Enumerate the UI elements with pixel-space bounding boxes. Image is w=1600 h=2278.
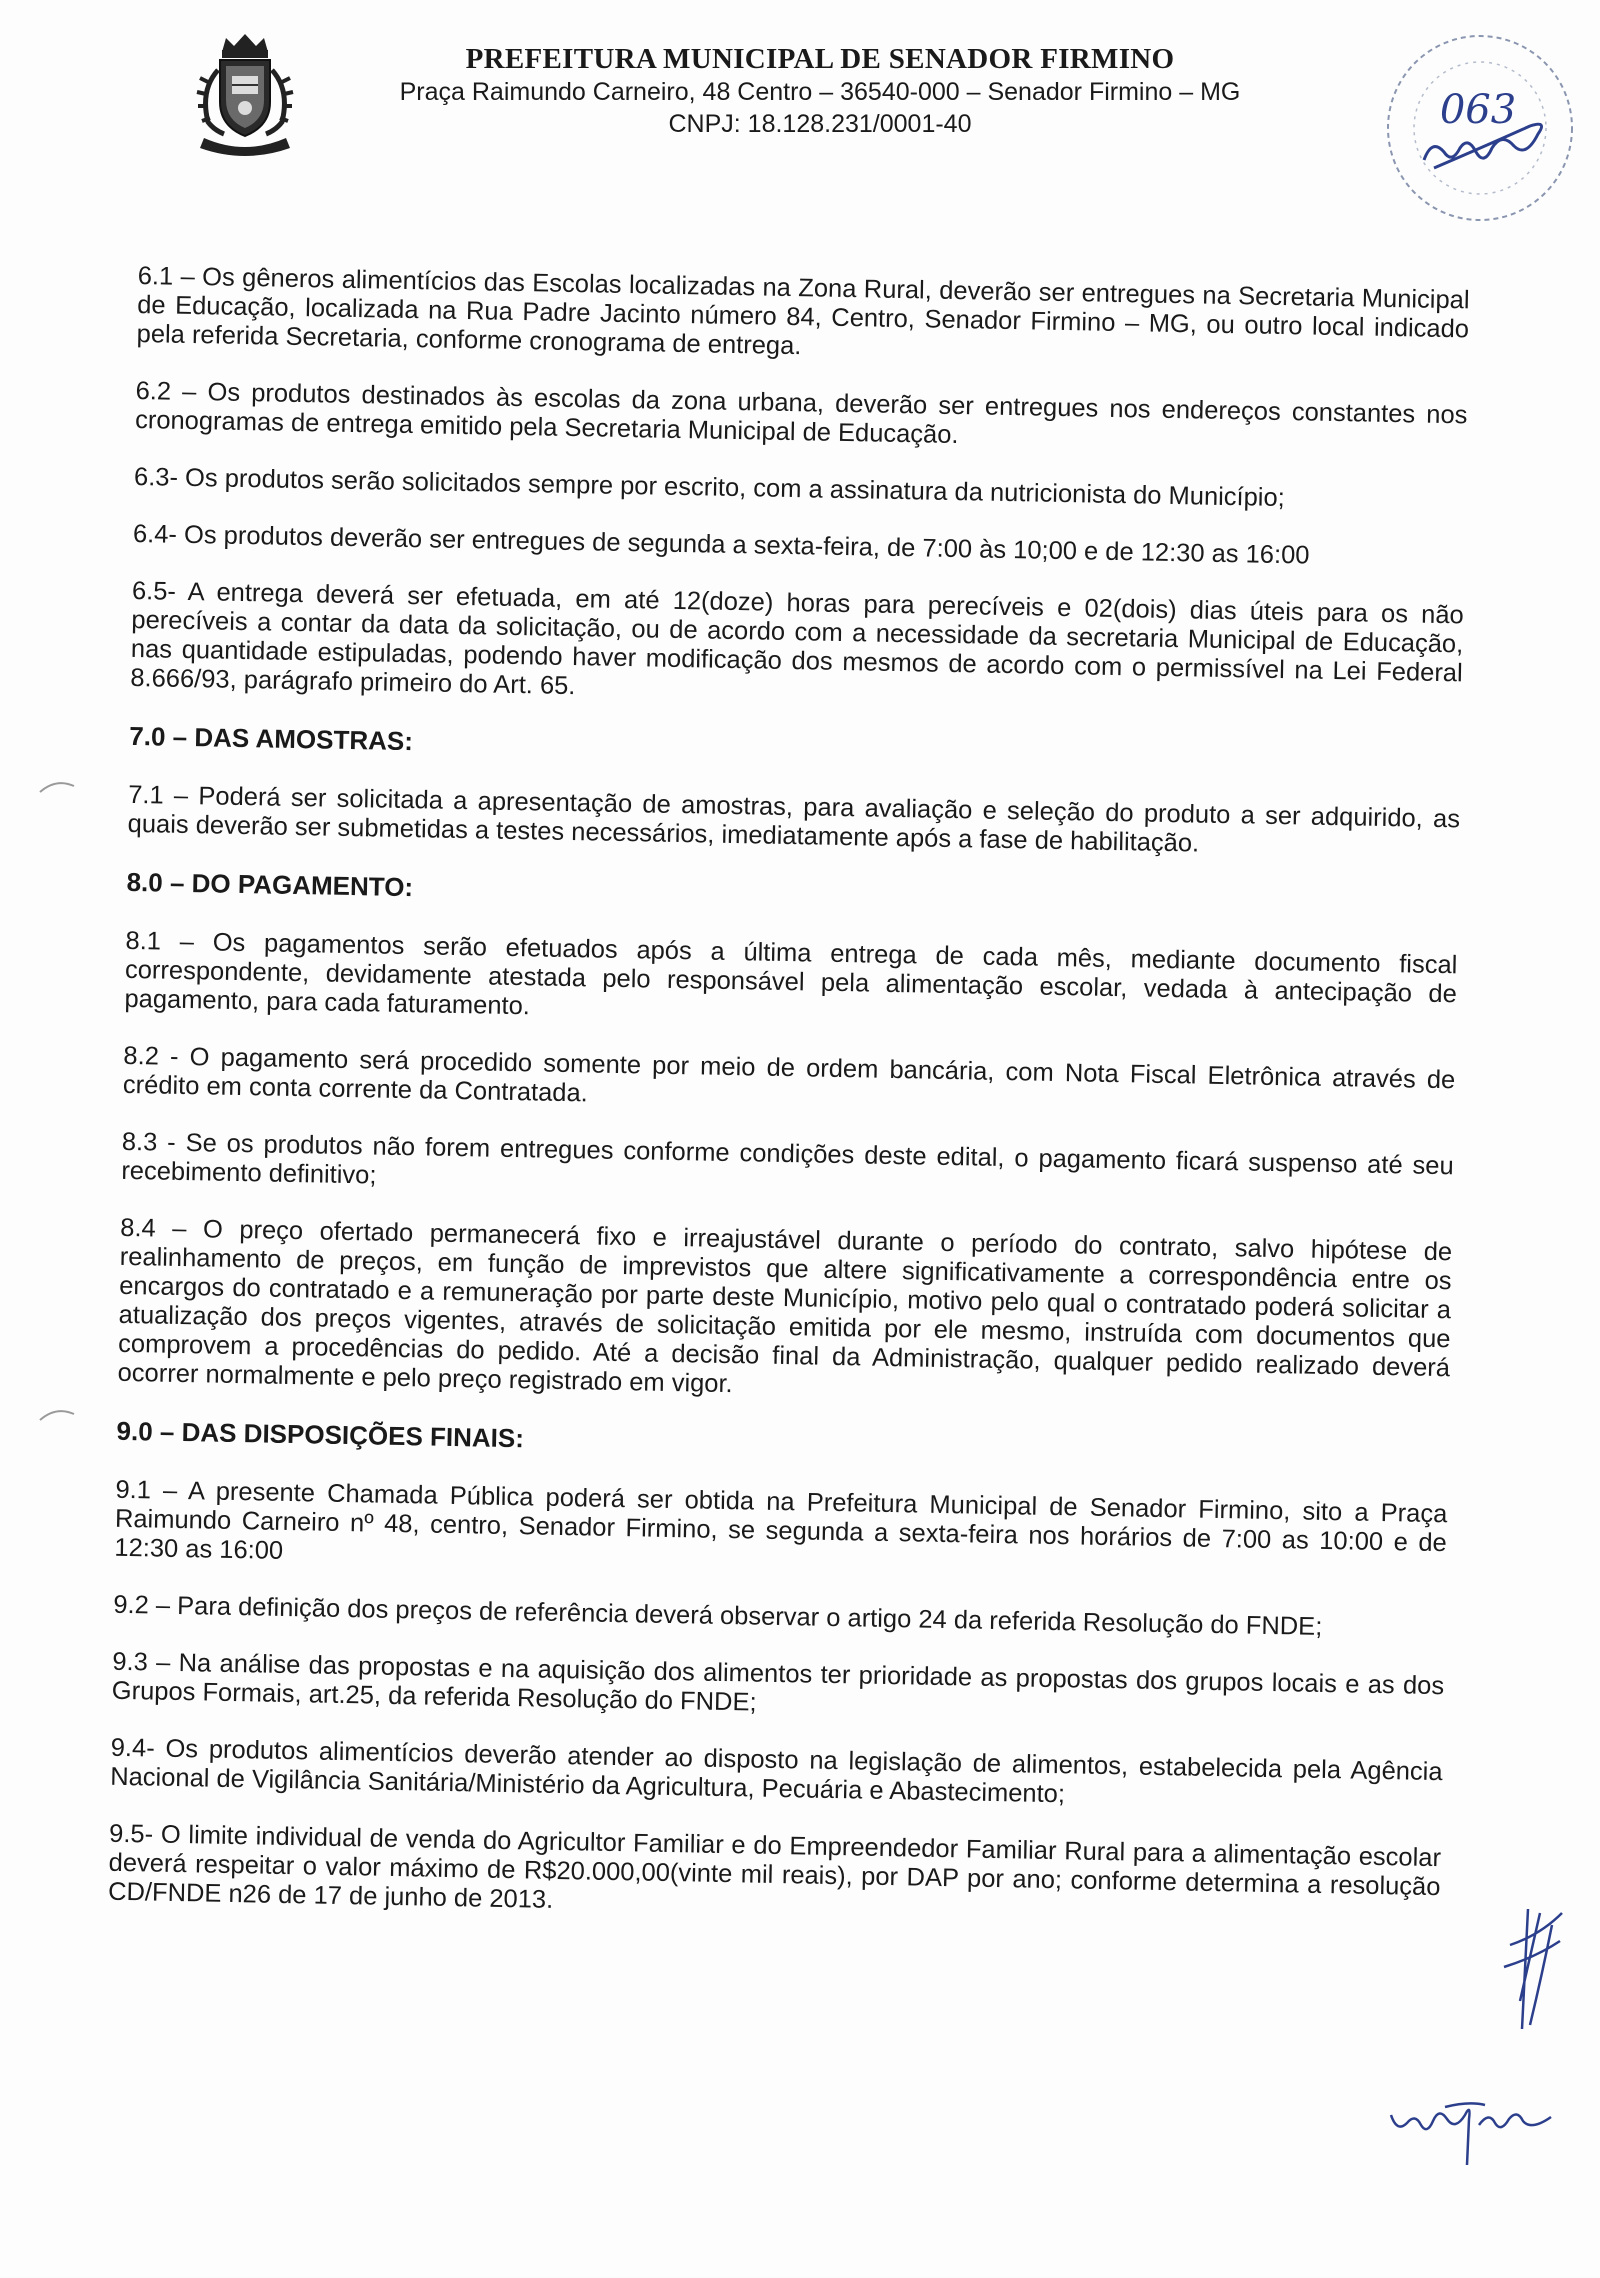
- clause-6-3: 6.3- Os produtos serão solicitados sempre por escrito, com a assinatura da nutricionista do Município;: [133, 462, 1286, 513]
- margin-mark-bottom: [38, 1404, 78, 1424]
- clause-6-2: 6.2 – Os produtos destinados às escolas da zona urbana, deverão ser entregues nos endereços constantes nos cronogramas de entrega emitido pela Secretaria Municipal de Educação.: [134, 376, 1468, 450]
- clause-6-4: 6.4- Os produtos deverão ser entregues de segunda a sexta-feira, de 7:00 às 10;00 e de 12:30 as 16:00: [132, 519, 1310, 570]
- clause-9-5: 9.5- O limite individual de venda do Agricultor Familiar e do Empreendedor Familiar Rural para a alimentação escolar deverá respeitar o valor máximo de R$20.000,00(vinte mil reais), por DAP por ano; conforme determina a resolução CD/FNDE n26 de 17 de junho de 2013.: [107, 1819, 1442, 1914]
- section-heading-9: 9.0 – DAS DISPOSIÇÕES FINAIS:: [116, 1415, 525, 1454]
- stamp-page-number: 063: [1439, 87, 1517, 133]
- clause-7-1: 7.1 – Poderá ser solicitada a apresentação de amostras, para avaliação e seleção do produto a ser adquirido, as quais deverão ser submetidas a testes necessários, imediatamente após a fase de habilitação.: [127, 780, 1461, 858]
- clause-9-1: 9.1 – A presente Chamada Pública poderá ser obtida na Prefeitura Municipal de Senador Firmino, sito a Praça Raimundo Carneiro nº 48, centro, Senador Firmino, se segunda a sexta-feira nos horários de 7:00 as 10:00 e de 12:30 as 16:00: [114, 1475, 1448, 1565]
- clause-9-3: 9.3 – Na análise das propostas e na aquisição dos alimentos ter prioridade as propostas dos grupos locais e as dos Grupos Formais, art.25, da referida Resolução do FNDE;: [111, 1647, 1445, 1717]
- section-heading-7: 7.0 – DAS AMOSTRAS:: [129, 720, 414, 757]
- municipality-cnpj: CNPJ: 18.128.231/0001-40: [668, 110, 972, 138]
- document-body: [107, 262, 1469, 1959]
- municipal-coat-of-arms-icon: [190, 30, 300, 160]
- clause-8-3: 8.3 - Se os produtos não forem entregues conforme condições deste edital, o pagamento ficará suspenso até seu recebimento definitivo;: [121, 1127, 1454, 1190]
- municipality-name: PREFEITURA MUNICIPAL DE SENADOR FIRMINO: [465, 43, 1175, 75]
- clause-6-5: 6.5- A entrega deverá ser efetuada, em até 12(doze) horas para perecíveis e 02(dois) dias úteis para os não perecíveis a contar da data da solicitação, ou de acordo com a necessidade da secretaria Municipal de Educação, nas quantidade estipuladas, podendo haver modificação dos mesmos de acordo com o permissível na Lei Federal 8.666/93, parágrafo primeiro do Art. 65.: [130, 576, 1465, 701]
- clause-9-4: 9.4- Os produtos alimentícios deverão atender ao disposto na legislação de alimentos, estabelecida pela Agência Nacional de Vigilância Sanitária/Ministério da Agricultura, Pecuária e Abastecimento;: [109, 1733, 1443, 1809]
- letterhead: [190, 30, 1370, 180]
- municipality-address: Praça Raimundo Carneiro, 48 Centro – 36540-000 – Senador Firmino – MG: [399, 78, 1241, 106]
- clause-6-1: 6.1 – Os gêneros alimentícios das Escolas localizadas na Zona Rural, deverão ser entregues na Secretaria Municipal de Educação, localizada na Rua Padre Jacinto número 84, Centro, Senador Firmino – MG, ou outro local indicado pela referida Secretaria, conforme cronograma de entrega.: [136, 262, 1470, 361]
- page-stamp: [1380, 28, 1580, 228]
- clause-9-2: 9.2 – Para definição dos preços de referência deverá observar o artigo 24 da referida Resolução do FNDE;: [113, 1590, 1323, 1641]
- bottom-signature: [1385, 2085, 1565, 2170]
- clause-8-4: 8.4 – O preço ofertado permanecerá fixo e irreajustável durante o período do contrato, salvo hipótese de realinhamento de preços, em função de imprevistos que altere significativamente a correspondência entre os encargos do contratado e a remuneração por parte deste Município, motivo pelo qual o contratado poderá solicitar a atualização dos preços vigentes, através de solicitação emitida por ele mesmo, instruída com documentos que comprovem a procedências do pedido. Até a decisão final da Administração, qualquer pedido realizado deverá ocorrer normalmente e pelo preço registrado em vigor.: [117, 1213, 1453, 1399]
- margin-mark-top: [38, 776, 78, 796]
- letterhead-text: [370, 42, 1270, 140]
- section-heading-8: 8.0 – DO PAGAMENTO:: [126, 866, 414, 903]
- clause-8-2: 8.2 - O pagamento será procedido somente por meio de ordem bancária, com Nota Fiscal Eletrônica através de crédito em conta corrente da Contratada.: [122, 1041, 1456, 1108]
- margin-initials-signature: [1500, 1905, 1570, 2035]
- clause-8-1: 8.1 – Os pagamentos serão efetuados após a última entrega de cada mês, mediante documento fiscal correspondente, devidamente atestada pelo responsável pela alimentação escolar, vedada à antecipação de pagamento, para cada faturamento.: [124, 926, 1458, 1021]
